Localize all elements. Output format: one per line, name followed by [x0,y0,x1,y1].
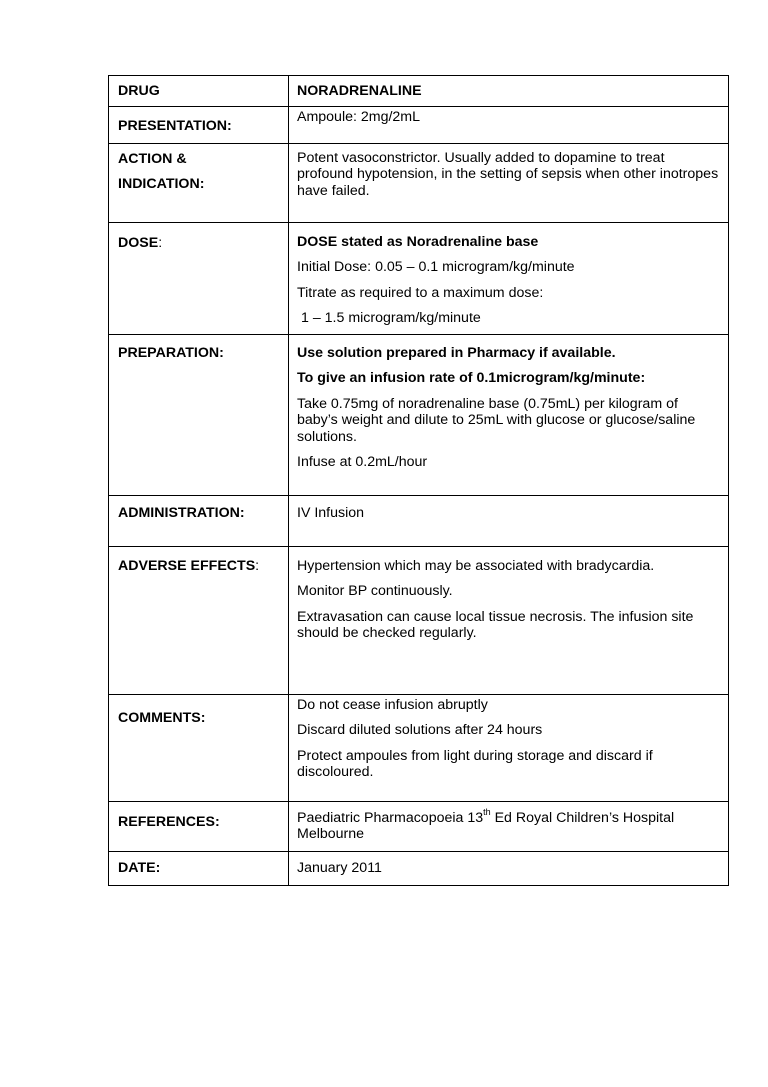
row-references [109,801,729,851]
row-presentation [109,106,729,143]
action-label-line1: ACTION & [118,150,187,167]
dose-titrate: Titrate as required to a maximum dose: [297,284,544,301]
preparation-line1: Use solution prepared in Pharmacy if available. [297,344,616,361]
drug-value: NORADRENALINE [289,76,729,107]
preparation-label: PREPARATION: [109,334,289,495]
adverse-line3: Extravasation can cause local tissue necrosis. The infusion site should be checked regularly. [297,608,694,641]
comments-label: COMMENTS: [109,694,289,801]
action-label [109,143,289,222]
dose-initial: Initial Dose: 0.05 – 0.1 microgram/kg/minute [297,259,575,275]
date-label: DATE: [109,851,289,885]
adverse-label-text: ADVERSE EFFECTS [118,557,256,574]
dose-maximum: 1 – 1.5 microgram/kg/minute [301,310,481,326]
references-sup: th [483,806,491,817]
drug-label: DRUG [109,76,289,107]
preparation-line3: Take 0.75mg of noradrenaline base (0.75mL) per kilogram of baby’s weight and dilute to 25mL with glucose or glucose/saline solutions. [297,395,696,445]
row-action [109,143,729,222]
presentation-value: Ampoule: 2mg/2mL [289,106,729,143]
dose-label-colon: : [158,234,163,251]
comments-line2: Discard diluted solutions after 24 hours [297,722,543,738]
row-comments [109,694,729,801]
row-dose [109,222,729,334]
row-date [109,851,729,885]
preparation-line4: Infuse at 0.2mL/hour [297,454,428,470]
administration-value: IV Infusion [289,495,729,546]
dose-label-text: DOSE [118,234,159,251]
action-value: Potent vasoconstrictor. Usually added to dopamine to treat profound hypotension, in the setting of sepsis when other inotropes have failed. [289,143,729,222]
drug-table [108,75,729,886]
comments-line3: Protect ampoules from light during storage and discard if discoloured. [297,747,653,780]
adverse-line2: Monitor BP continuously. [297,583,453,599]
adverse-line1: Hypertension which may be associated with bradycardia. [297,557,655,574]
row-adverse-effects [109,546,729,694]
row-administration [109,495,729,546]
row-drug [109,76,729,107]
references-value [289,801,729,851]
comments-line1: Do not cease infusion abruptly [297,696,488,713]
date-value: January 2011 [289,851,729,885]
action-label-line2: INDICATION: [118,176,205,192]
preparation-line2: To give an infusion rate of 0.1microgram/kg/minute: [297,370,646,386]
comments-value [289,694,729,801]
dose-value [289,222,729,334]
preparation-value [289,334,729,495]
row-preparation [109,334,729,495]
references-pre: Paediatric Pharmacopoeia 13 [297,809,484,826]
adverse-label [109,546,289,694]
adverse-label-colon: : [255,557,260,574]
dose-heading: DOSE stated as Noradrenaline base [297,233,539,250]
administration-label: ADMINISTRATION: [109,495,289,546]
adverse-value [289,546,729,694]
presentation-label: PRESENTATION: [109,106,289,143]
references-label: REFERENCES: [109,801,289,851]
references-post: Ed Royal Children’s Hospital Melbourne [297,809,675,842]
dose-label [109,222,289,334]
drug-monograph [108,75,729,886]
